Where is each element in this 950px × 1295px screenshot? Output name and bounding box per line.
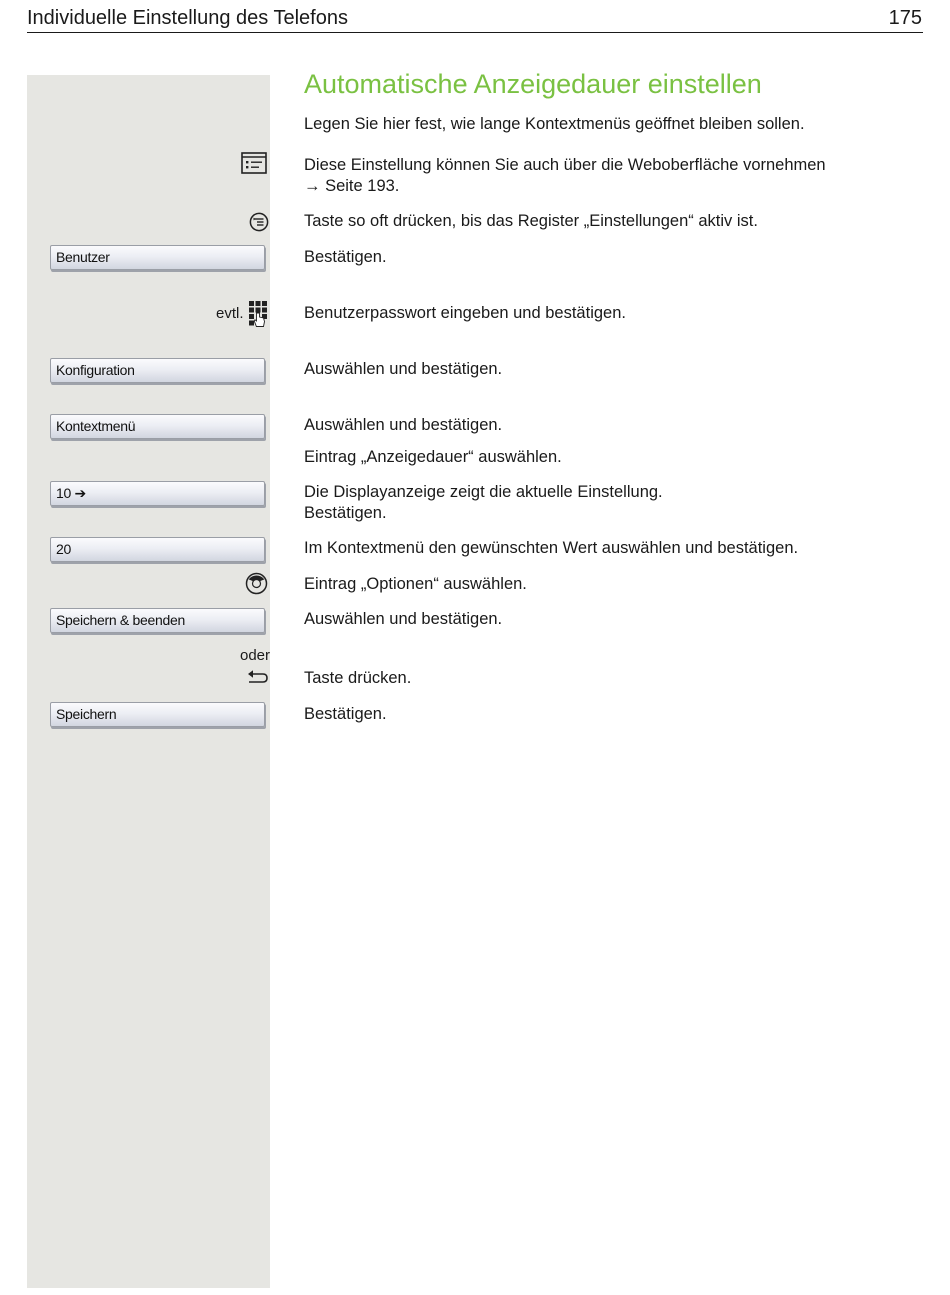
- password-text: Benutzerpasswort eingeben und bestätigen.: [304, 304, 626, 322]
- evtl-label: evtl.: [216, 305, 244, 322]
- intro-text: Legen Sie hier fest, wie lange Kontextmenüs geöffnet bleiben sollen.: [304, 115, 805, 133]
- softkey-konfiguration[interactable]: Konfiguration: [50, 358, 265, 383]
- menu-key-text: Taste so oft drücken, bis das Register „Einstellungen“ aktiv ist.: [304, 212, 758, 230]
- softkey-benutzer[interactable]: Benutzer: [50, 245, 265, 270]
- navigator-down-icon: [245, 572, 268, 595]
- softkey-speichern-beenden[interactable]: Speichern & beenden: [50, 608, 265, 633]
- oder-label: oder: [240, 647, 271, 664]
- confirm-text: Bestätigen.: [304, 248, 387, 266]
- page-reference-link[interactable]: → Seite 193.: [304, 177, 400, 195]
- select-confirm-text: Auswählen und bestätigen.: [304, 360, 503, 378]
- header-divider: [27, 32, 923, 33]
- softkey-value-10[interactable]: 10 ➔: [50, 481, 265, 506]
- menu-key-icon: [249, 212, 269, 232]
- page-header-title: Individuelle Einstellung des Telefons: [27, 7, 348, 29]
- entry-anzeigedauer-text: Eintrag „Anzeigedauer“ auswählen.: [304, 448, 562, 466]
- confirm-text: Bestätigen.: [304, 504, 387, 522]
- back-key-icon: [247, 669, 269, 685]
- display-text: Die Displayanzeige zeigt die aktuelle Einstellung.: [304, 483, 663, 501]
- web-interface-text: Diese Einstellung können Sie auch über die Weboberfläche vornehmen: [304, 156, 826, 174]
- confirm-text: Bestätigen.: [304, 705, 387, 723]
- page-number: 175: [888, 7, 922, 29]
- select-confirm-text: Auswählen und bestätigen.: [304, 610, 503, 628]
- section-title: Automatische Anzeigedauer einstellen: [304, 69, 762, 99]
- keypad-icon: [248, 300, 268, 328]
- entry-optionen-text: Eintrag „Optionen“ auswählen.: [304, 575, 527, 593]
- select-confirm-text: Auswählen und bestätigen.: [304, 416, 503, 434]
- softkey-speichern[interactable]: Speichern: [50, 702, 265, 727]
- press-key-text: Taste drücken.: [304, 669, 412, 687]
- softkey-value-20[interactable]: 20: [50, 537, 265, 562]
- softkey-kontextmenue[interactable]: Kontextmenü: [50, 414, 265, 439]
- web-interface-icon: [241, 152, 267, 174]
- context-menu-value-text: Im Kontextmenü den gewünschten Wert auswählen und bestätigen.: [304, 539, 799, 557]
